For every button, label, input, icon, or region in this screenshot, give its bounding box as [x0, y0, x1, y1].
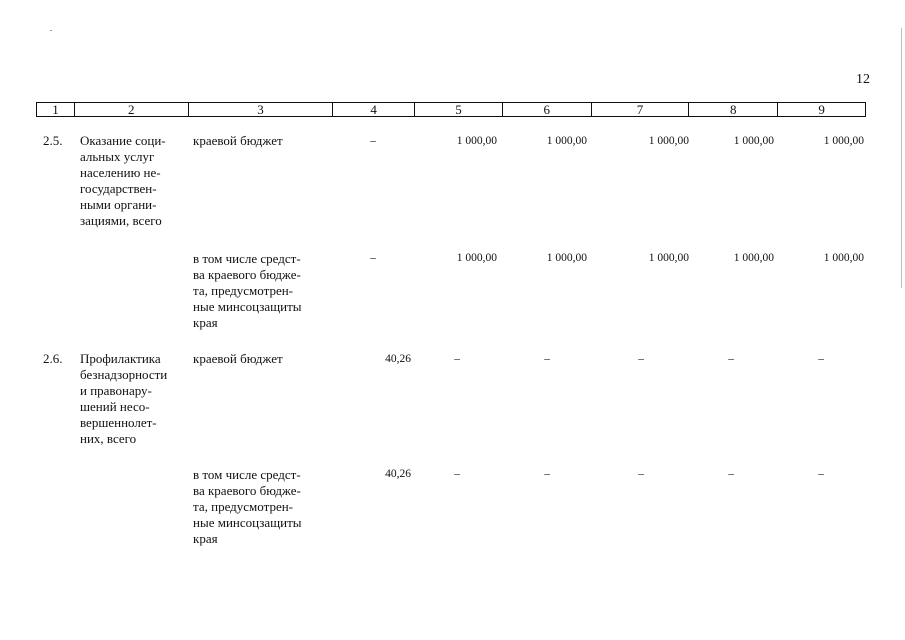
- row-code: 2.6.: [43, 351, 63, 366]
- row-name-line: и правонару-: [80, 383, 152, 398]
- column-number-1: 1: [37, 103, 75, 116]
- value-col-4: 40,26: [385, 353, 411, 365]
- column-number-9: 9: [818, 102, 825, 117]
- value-col-9: 1 000,00: [823, 135, 864, 147]
- funding-source-line: краевой бюджет: [193, 133, 283, 148]
- value-col-7: –: [638, 468, 644, 480]
- funding-source-line: в том числе средст-: [193, 251, 301, 266]
- funding-source: [193, 351, 328, 367]
- column-number-2: 2: [75, 103, 189, 116]
- value-col-9: –: [818, 353, 824, 365]
- value-col-9: –: [818, 468, 824, 480]
- funding-source-line: ва краевого бюдже-: [193, 267, 301, 282]
- value-col-8: 1 000,00: [733, 252, 774, 264]
- column-number-3: 3: [189, 103, 334, 116]
- funding-source-line: края: [193, 531, 218, 546]
- value-col-5: –: [454, 353, 460, 365]
- row-name: [80, 133, 184, 229]
- row-name-line: государствен-: [80, 181, 157, 196]
- column-number-4: 4: [333, 103, 415, 116]
- column-number-row: [36, 102, 866, 117]
- value-col-6: 1 000,00: [546, 135, 587, 147]
- value-col-9: 1 000,00: [823, 252, 864, 264]
- funding-source-line: ные минсоцзащиты: [193, 515, 302, 530]
- funding-source-line: краевой бюджет: [193, 351, 283, 366]
- column-number-7: 7: [592, 103, 690, 116]
- funding-source-line: ные минсоцзащиты: [193, 299, 302, 314]
- row-name-line: безнадзорности: [80, 367, 168, 382]
- value-col-7: 1 000,00: [648, 135, 689, 147]
- value-col-7: 1 000,00: [648, 252, 689, 264]
- value-col-8: 1 000,00: [733, 135, 774, 147]
- row-name-line: населению не-: [80, 165, 161, 180]
- funding-source: [193, 251, 325, 331]
- value-col-8: –: [728, 353, 734, 365]
- value-col-4: –: [370, 135, 376, 147]
- row-name-line: вершеннолет-: [80, 415, 157, 430]
- row-name-line: зациями, всего: [80, 213, 162, 228]
- funding-source: [193, 467, 325, 547]
- value-col-5: 1 000,00: [456, 252, 497, 264]
- funding-source-line: края: [193, 315, 218, 330]
- value-col-4: –: [370, 252, 376, 264]
- value-col-5: –: [454, 468, 460, 480]
- value-col-7: –: [638, 353, 644, 365]
- scan-speck: [50, 30, 52, 31]
- row-name-line: альных услуг: [80, 149, 155, 164]
- value-col-4: 40,26: [385, 468, 411, 480]
- row-name-line: Профилактика: [80, 351, 161, 366]
- page-number: 12: [856, 72, 870, 87]
- row-name-line: ными органи-: [80, 197, 157, 212]
- value-col-6: –: [544, 353, 550, 365]
- funding-source-line: та, предусмотрен-: [193, 283, 294, 298]
- value-col-6: 1 000,00: [546, 252, 587, 264]
- column-number-5: 5: [415, 103, 503, 116]
- value-col-8: –: [728, 468, 734, 480]
- funding-source-line: в том числе средст-: [193, 467, 301, 482]
- column-number-8: 8: [689, 103, 778, 116]
- funding-source: [193, 133, 328, 149]
- page-edge-line: [901, 28, 902, 288]
- row-code: 2.5.: [43, 133, 63, 148]
- value-col-5: 1 000,00: [456, 135, 497, 147]
- row-name-line: шений несо-: [80, 399, 150, 414]
- value-col-6: –: [544, 468, 550, 480]
- row-name: [80, 351, 184, 447]
- funding-source-line: та, предусмотрен-: [193, 499, 294, 514]
- row-name-line: них, всего: [80, 431, 137, 446]
- column-number-6: 6: [503, 103, 592, 116]
- row-name-line: Оказание соци-: [80, 133, 166, 148]
- funding-source-line: ва краевого бюдже-: [193, 483, 301, 498]
